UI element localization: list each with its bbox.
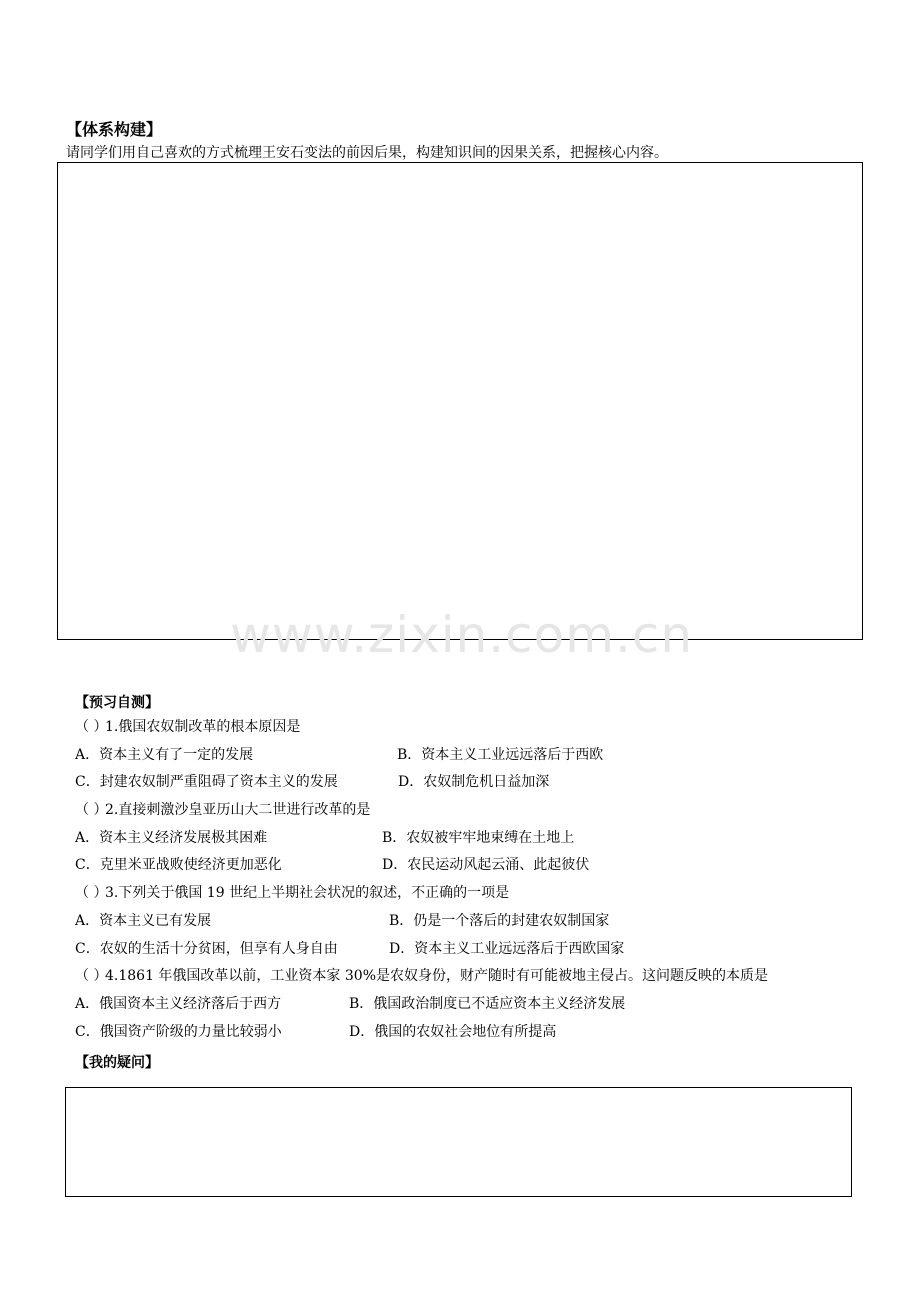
site-watermark: www.zixin.com.cn <box>230 606 694 664</box>
option-c[interactable]: C．俄国资产阶级的力量比较弱小 <box>75 1023 282 1040</box>
question-1-stem-line <box>75 717 875 745</box>
option-c[interactable]: C．克里米亚战败使经济更加恶化 <box>75 857 282 874</box>
question-4-options-cd <box>75 1022 875 1050</box>
question-4-options-ab <box>75 994 875 1022</box>
preview-quiz <box>75 717 875 1049</box>
question-2-options-cd <box>75 855 875 883</box>
question-3-options-ab <box>75 911 875 939</box>
question-1-options-ab <box>75 745 875 773</box>
option-c[interactable]: C．封建农奴制严重阻碍了资本主义的发展 <box>75 774 338 791</box>
system-answer-box[interactable] <box>57 162 863 640</box>
question-4-stem-line <box>75 966 875 994</box>
question-2-stem-line <box>75 800 875 828</box>
option-d[interactable]: D．资本主义工业远远落后于西欧国家 <box>389 940 625 957</box>
answer-paren[interactable]: （ ） <box>75 802 108 819</box>
option-d[interactable]: D．农民运动风起云涌、此起彼伏 <box>382 857 590 874</box>
answer-paren[interactable]: （ ） <box>75 968 108 985</box>
system-instruction: 请同学们用自己喜欢的方式梳理王安石变法的前因后果，构建知识间的因果关系，把握核心内容。 <box>66 145 668 161</box>
question-3-options-cd <box>75 939 875 967</box>
question-stem: 3.下列关于俄国 19 世纪上半期社会状况的叙述，不正确的一项是 <box>105 885 510 902</box>
option-b[interactable]: B．资本主义工业远远落后于西欧 <box>397 746 604 763</box>
option-d[interactable]: D．俄国的农奴社会地位有所提高 <box>349 1023 557 1040</box>
option-a[interactable]: A．资本主义有了一定的发展 <box>75 746 254 763</box>
option-a[interactable]: A．俄国资本主义经济落后于西方 <box>75 995 282 1012</box>
question-stem: 2.直接刺激沙皇亚历山大二世进行改革的是 <box>105 802 371 819</box>
option-c[interactable]: C．农奴的生活十分贫困，但享有人身自由 <box>75 940 338 957</box>
doubts-heading: 【我的疑问】 <box>75 1055 159 1071</box>
preview-heading: 【预习自测】 <box>75 695 159 711</box>
answer-paren[interactable]: （ ） <box>75 885 108 902</box>
question-3-stem-line <box>75 883 875 911</box>
question-stem: 4.1861 年俄国改革以前，工业资本家 30%是农奴身份，财产随时有可能被地主侵占。这问题反映的本质是 <box>105 968 769 985</box>
option-a[interactable]: A．资本主义已有发展 <box>75 912 212 929</box>
question-1-options-cd <box>75 772 875 800</box>
question-stem: 1.俄国农奴制改革的根本原因是 <box>105 719 301 735</box>
option-d[interactable]: D．农奴制危机日益加深 <box>398 774 550 791</box>
option-b[interactable]: B．农奴被牢牢地束缚在土地上 <box>382 829 575 846</box>
doubts-answer-box[interactable] <box>65 1087 852 1197</box>
answer-paren[interactable]: （ ） <box>75 719 108 735</box>
option-b[interactable]: B．俄国政治制度已不适应资本主义经济发展 <box>349 995 626 1012</box>
system-heading: 【体系构建】 <box>66 120 163 139</box>
option-a[interactable]: A．资本主义经济发展极其困难 <box>75 829 268 846</box>
option-b[interactable]: B．仍是一个落后的封建农奴制国家 <box>389 912 610 929</box>
question-2-options-ab <box>75 828 875 856</box>
